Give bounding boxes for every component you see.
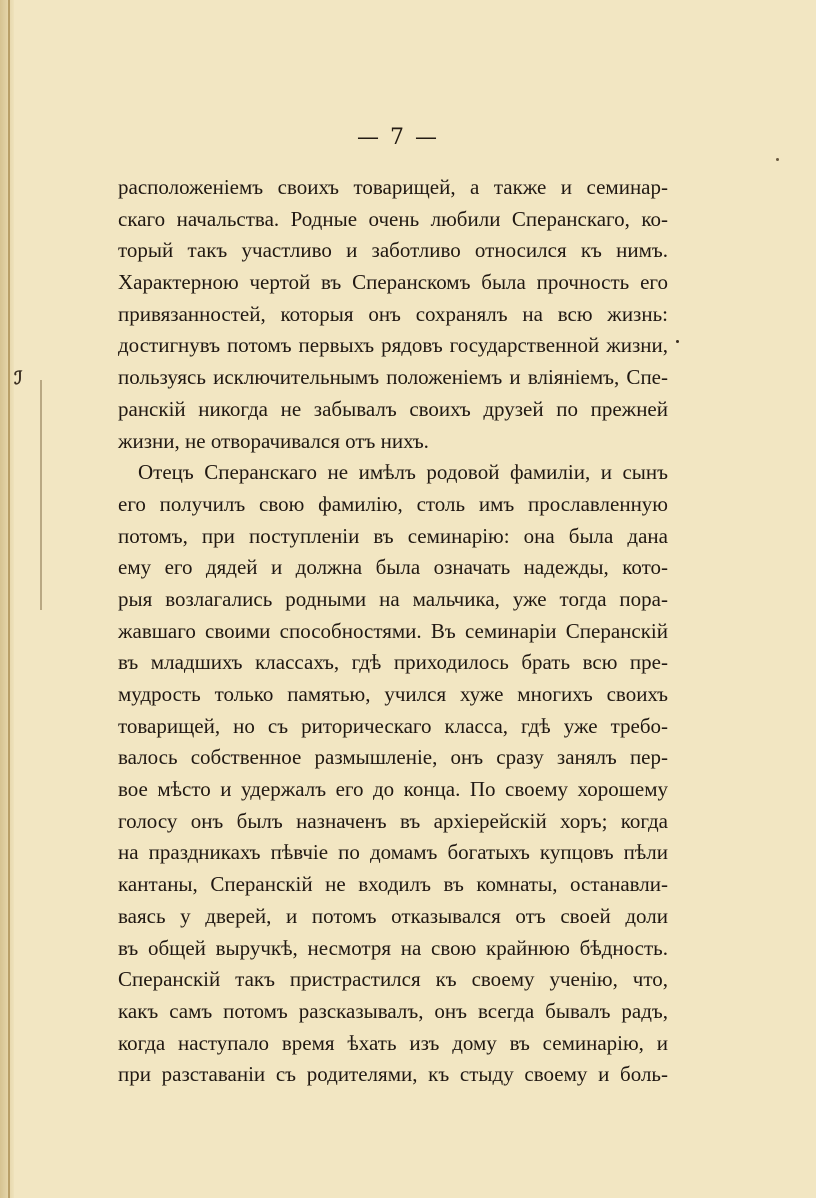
text-line: рыя возлагались родными на мальчика, уже тогда пора- (118, 586, 668, 611)
text-line: жизни, не отворачивался отъ нихъ. (118, 428, 429, 453)
text-line: ваясь у дверей, и потомъ отказывался отъ своей доли (118, 903, 668, 928)
text-line: Характерною чертой въ Сперанскомъ была прочность его (118, 270, 668, 295)
gutter-line (8, 0, 10, 1198)
text-line: на праздникахъ пѣвчіе по домамъ богатыхъ купцовъ пѣли (118, 840, 668, 865)
text-line: Сперанскій такъ пристрастился къ своему ученію, что, (118, 967, 668, 992)
text-line: достигнувъ потомъ первыхъ рядовъ государственной жизни, (118, 333, 668, 358)
text-line: торый такъ участливо и заботливо относился къ нимъ. (118, 238, 668, 263)
text-line: ранскій никогда не забывалъ своихъ друзей по прежней (118, 396, 668, 421)
text-line: расположеніемъ своихъ товарищей, а также и семинар- (118, 175, 668, 199)
text-line: привязанностей, которыя онъ сохранялъ на всю жизнь: (118, 301, 668, 326)
text-line: Отецъ Сперанскаго не имѣлъ родовой фамиліи, и сынъ (138, 460, 668, 485)
text-line: когда наступало время ѣхать изъ дому въ семинарію, и (118, 1030, 668, 1055)
stray-ink-dot (776, 158, 779, 161)
margin-rule (40, 380, 42, 610)
text-line: въ младшихъ классахъ, гдѣ приходилось брать всю пре- (118, 650, 668, 675)
text-line: его получилъ свою фамилію, столь имъ прославленную (118, 491, 668, 516)
margin-mark: ℐ (14, 368, 23, 389)
stray-ink-mark (676, 340, 679, 343)
text-line: ему его дядей и должна была означать надежды, кото- (118, 555, 668, 580)
text-line: потомъ, при поступленіи въ семинарію: она была дана (118, 523, 668, 548)
text-line: пользуясь исключительнымъ положеніемъ и вліяніемъ, Спе- (118, 365, 668, 390)
text-line: товарищей, но съ риторическаго класса, гдѣ уже требо- (118, 713, 668, 738)
text-line: какъ самъ потомъ разсказывалъ, онъ всегда бывалъ радъ, (118, 998, 668, 1023)
body-text (118, 172, 668, 1091)
text-line: кантаны, Сперанскій не входилъ въ комнаты, останавли- (118, 872, 668, 897)
text-line: жавшаго своими способностями. Въ семинаріи Сперанскій (118, 618, 668, 643)
text-line: мудрость только памятью, учился хуже многихъ своихъ (118, 682, 668, 706)
text-line: голосу онъ былъ назначенъ въ архіерейскій хоръ; когда (118, 808, 668, 833)
text-line: при разставаніи съ родителями, къ стыду своему и боль- (118, 1062, 668, 1087)
text-line: въ общей выручкѣ, несмотря на свою крайнюю бѣдность. (118, 935, 668, 960)
text-line: валось собственное размышленіе, онъ сразу занялъ пер- (118, 745, 668, 770)
page-number: — 7 — (357, 125, 439, 150)
page-gutter (0, 0, 14, 1198)
text-line: скаго начальства. Родные очень любили Сперанскаго, ко- (118, 206, 668, 231)
text-line: вое мѣсто и удержалъ его до конца. По своему хорошему (118, 777, 668, 802)
